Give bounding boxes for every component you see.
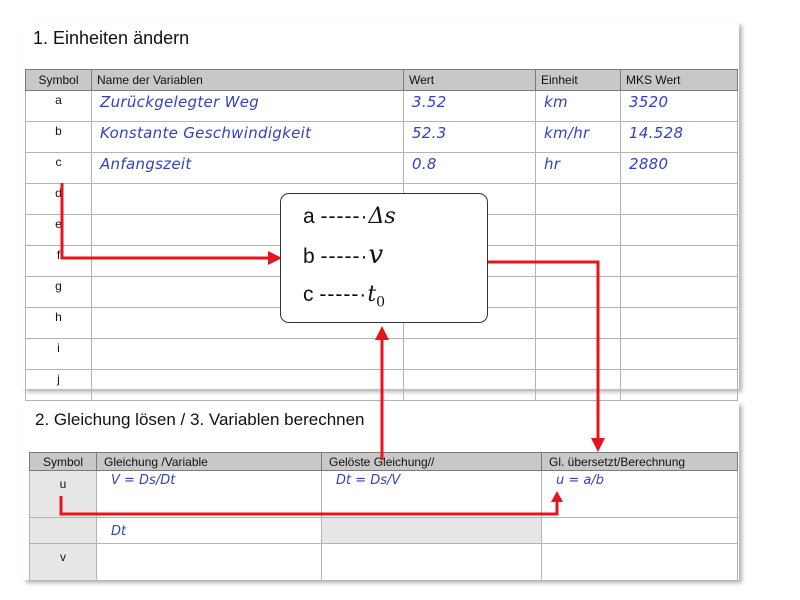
col-header-solved: Gelöste Gleichung// <box>322 453 542 471</box>
row-symbol: g <box>26 277 92 308</box>
col-header-value: Wert <box>404 70 536 91</box>
arrowhead-up <box>375 326 389 340</box>
variable-name-cell: Zurückgelegter Weg <box>92 91 404 122</box>
unit-cell: km/hr <box>536 122 621 153</box>
mapping-row-c: c $-----\cdot t_0$ <box>303 282 386 311</box>
translated-cell: u = a/b <box>542 471 738 518</box>
variable-name-cell: Anfangszeit <box>92 153 404 184</box>
section2-title: 2. Gleichung lösen / 3. Variablen berechnen <box>35 410 365 429</box>
row-symbol: u <box>30 471 97 518</box>
equation-cell: Dt <box>97 518 322 544</box>
equation-cell: V = Ds/Dt <box>97 471 322 518</box>
mks-value-cell: 3520 <box>621 91 738 122</box>
row-symbol: a <box>26 91 92 122</box>
section1-title: 1. Einheiten ändern <box>33 28 190 48</box>
row-symbol: h <box>26 308 92 339</box>
row-symbol: e <box>26 215 92 246</box>
variable-mapping-box <box>280 193 488 323</box>
row-symbol: j <box>26 370 92 401</box>
mks-value-cell: 2880 <box>621 153 738 184</box>
col-header-translated: Gl. übersetzt/Berechnung <box>542 453 738 471</box>
mapping-row-b: b -----·v <box>303 240 384 270</box>
variable-name-cell: Konstante Geschwindigkeit <box>92 122 404 153</box>
arrow-callout-to-gl-header <box>488 262 598 440</box>
arrow-u-to-translated <box>61 496 557 514</box>
arrowhead-down <box>591 438 605 452</box>
unit-cell: hr <box>536 153 621 184</box>
col-header-unit: Einheit <box>536 70 621 91</box>
value-cell: 0.8 <box>404 153 536 184</box>
row-symbol: b <box>26 122 92 153</box>
row-symbol: d <box>26 184 92 215</box>
col-header-symbol: Symbol <box>26 70 92 91</box>
mks-value-cell: 14.528 <box>621 122 738 153</box>
row-symbol: f <box>26 246 92 277</box>
arrow-d-to-callout <box>62 183 272 258</box>
row-symbol: c <box>26 153 92 184</box>
unit-cell: km <box>536 91 621 122</box>
col-header-mks: MKS Wert <box>621 70 738 91</box>
col-header-name: Name der Variablen <box>92 70 404 91</box>
row-symbol: i <box>26 339 92 370</box>
value-cell: 3.52 <box>404 91 536 122</box>
value-cell: 52.3 <box>404 122 536 153</box>
solved-cell: Dt = Ds/V <box>322 471 542 518</box>
col-header-symbol: Symbol <box>30 453 97 471</box>
row-symbol: v <box>30 544 97 581</box>
col-header-equation: Gleichung /Variable <box>97 453 322 471</box>
mapping-row-a: a -----·Δs <box>303 204 396 229</box>
arrowhead-up-small <box>551 491 563 502</box>
